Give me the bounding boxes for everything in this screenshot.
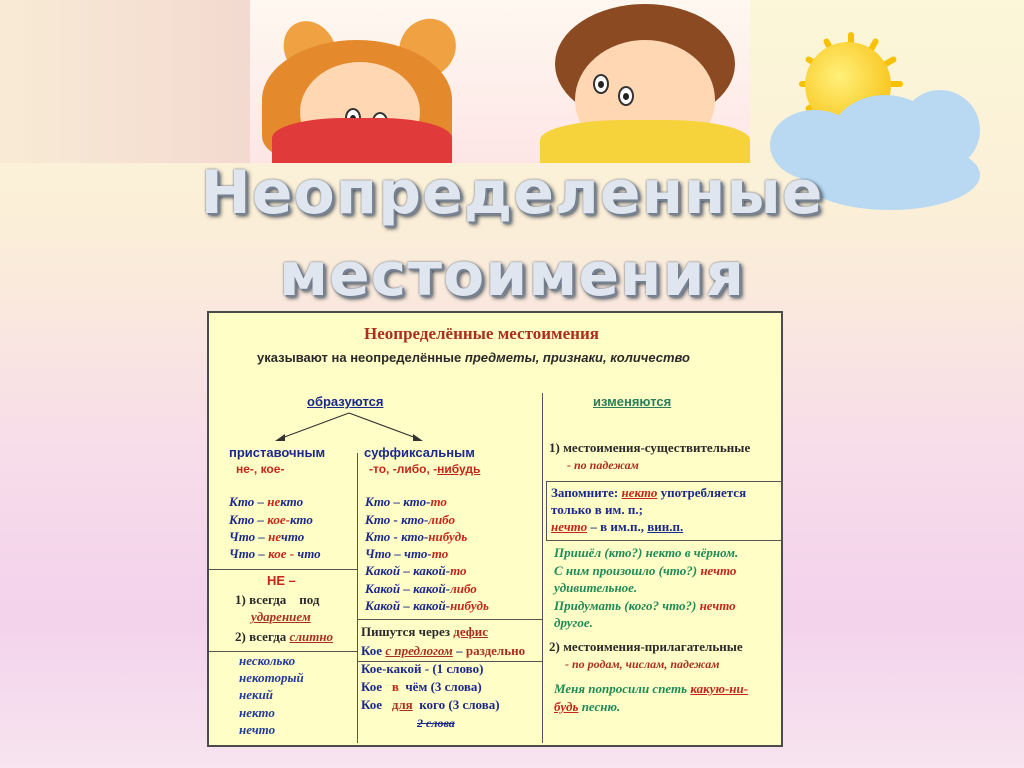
list-item: Кто - кто-либо bbox=[365, 512, 455, 527]
suffix-title: суффиксальным bbox=[364, 445, 475, 460]
list-item: Какой – какой-нибудь bbox=[365, 598, 489, 613]
list-item: Какой – какой-либо bbox=[365, 581, 477, 596]
remember-note bbox=[546, 481, 783, 541]
list-item: Что – нечто bbox=[229, 529, 305, 544]
prefix-title: приставочным bbox=[229, 445, 326, 460]
boy-eye-icon bbox=[593, 74, 609, 94]
list-item: Что – кое - что bbox=[229, 546, 321, 561]
banner-left-background bbox=[0, 0, 250, 163]
divider-hyphen-top bbox=[357, 619, 542, 620]
remember-line-2: только в им. п.; bbox=[551, 502, 643, 517]
column-header-formed: образуются bbox=[307, 394, 384, 409]
boy-eye-icon bbox=[618, 86, 634, 106]
ne-rule-title: НЕ – bbox=[267, 573, 296, 588]
adj-pronouns-title: 2) местоимения-прилагательные bbox=[549, 639, 743, 654]
table-heading: Неопределённые местоимения bbox=[364, 324, 599, 343]
list-item: Кто – кто-то bbox=[365, 494, 447, 509]
suffix-affixes: -то, -либо, -нибудь bbox=[369, 462, 481, 476]
list-item: Что – что-то bbox=[365, 546, 449, 561]
column-header-changed: изменяются bbox=[593, 394, 672, 409]
prefix-affixes: не-, кое- bbox=[236, 462, 285, 476]
slide-title-line2: местоимения bbox=[278, 240, 746, 310]
list-item: некоторый bbox=[239, 670, 304, 685]
hyphen-line-2: Кое-какой - (1 слово) bbox=[361, 661, 484, 676]
remember-line-1: Запомните: некто употребляется bbox=[551, 485, 747, 500]
divider-vertical-left bbox=[357, 453, 358, 743]
ne-rule-stress: ударением bbox=[251, 609, 311, 624]
list-item: Какой – какой-то bbox=[365, 563, 467, 578]
hyphen-line-3: Кое в чём (3 слова) bbox=[361, 679, 482, 694]
example-4: Придумать (кого? что?) нечто bbox=[554, 598, 736, 613]
example-5: другое. bbox=[554, 615, 593, 630]
list-item: несколько bbox=[239, 653, 296, 668]
table-subheading: указывают на неопределённые предметы, признаки, количество bbox=[257, 350, 690, 365]
list-item: некто bbox=[239, 705, 275, 720]
hyphen-line-1: Кое с предлогом – раздельно bbox=[361, 643, 526, 658]
noun-pronouns-sub: - по падежам bbox=[567, 458, 639, 472]
hyphen-line-4: Кое для кого (3 слова) bbox=[361, 697, 500, 712]
example-1: Пришёл (кто?) некто в чёрном. bbox=[554, 545, 739, 560]
list-item: Кто - кто-нибудь bbox=[365, 529, 468, 544]
ne-rule-2: 2) всегда слитно bbox=[235, 629, 334, 644]
list-item: некий bbox=[239, 687, 274, 702]
divider-ne-bottom bbox=[209, 651, 357, 652]
ne-rule-1: 1) всегда под bbox=[235, 592, 320, 607]
divider-ne-top bbox=[209, 569, 357, 570]
example-3: удивительное. bbox=[554, 580, 638, 595]
divider-vertical-center bbox=[542, 393, 543, 743]
hyphen-struck: 2 слова bbox=[417, 716, 455, 730]
reference-table bbox=[207, 311, 783, 747]
adj-pronouns-sub: - по родам, числам, падежам bbox=[565, 657, 720, 671]
example-6: Меня попросили спеть какую-ни- bbox=[554, 681, 749, 696]
list-item: Кто – кое-кто bbox=[229, 512, 313, 527]
list-item: нечто bbox=[239, 722, 276, 737]
girl-shirt bbox=[272, 118, 452, 163]
remember-line-3: нечто – в им.п., вин.п. bbox=[551, 519, 684, 534]
example-2: С ним произошло (что?) нечто bbox=[554, 563, 737, 578]
hyphen-title: Пишутся через дефис bbox=[361, 624, 489, 639]
example-7: будь песню. bbox=[554, 699, 621, 714]
boy-shirt bbox=[540, 120, 750, 163]
slide-title-line1: Неопределенные bbox=[200, 158, 824, 228]
noun-pronouns-title: 1) местоимения-существительные bbox=[549, 440, 751, 455]
list-item: Кто – некто bbox=[229, 494, 304, 509]
